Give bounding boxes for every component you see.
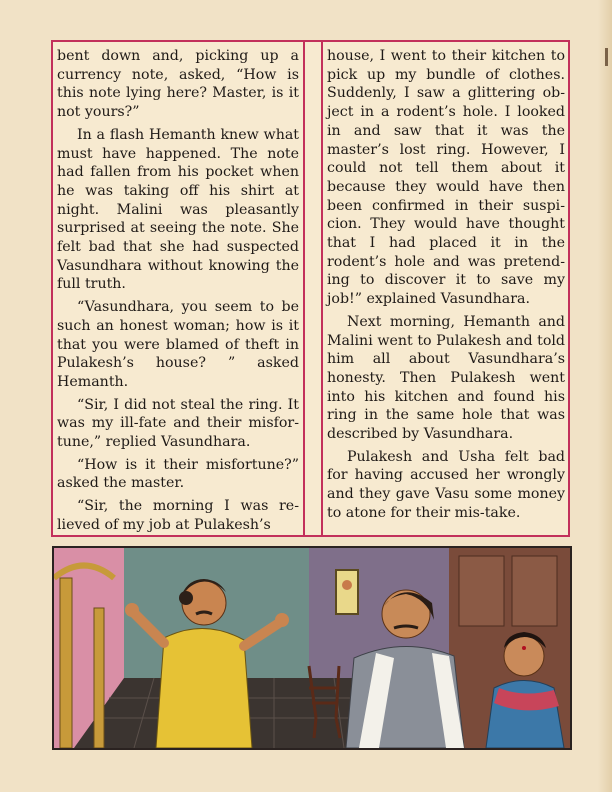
paragraph: In a flash Hemanth knew what must have happened. The note had fallen from his pocket when he was taking off his shirt at night. Malini was pleasantly surprised at seeing the note. She felt bad that she had suspected Vasundhara without knowing the full truth. <box>57 126 299 293</box>
story-illustration <box>52 546 572 750</box>
paragraph: Pulakesh and Usha felt bad for having accused her wrongly and they gave Vasu some money to atone for their mis-take. <box>327 448 565 521</box>
edge-mark <box>605 48 608 66</box>
page-edge <box>598 0 612 792</box>
pillar <box>94 608 104 748</box>
paragraph: Next morning, Hemanth and Malini went to Pulakesh and told him all about Vasundhara’s honesty. Then Pulakesh went into his kitchen and found his ring in the same hole that was described by Vasundhara. <box>327 313 565 443</box>
paragraph: “Sir, I did not steal the ring. It was my ill-fate and their misfor-tune,” replied Vasundhara. <box>57 396 299 451</box>
right-text-column <box>321 42 569 535</box>
paragraph: “How is it their misfortune?” asked the master. <box>57 456 299 492</box>
paragraph: “Vasundhara, you seem to be such an honest woman; how is it that you were blamed of theft in Pulakesh’s house? ” asked Hemanth. <box>57 299 299 390</box>
left-text-column <box>53 42 305 535</box>
paragraph: house, I went to their kitchen to pick up my bundle of clothes. Suddenly, I saw a glittering ob-ject in a rodent’s hole. I looked in and saw that it was the master’s lost ring. However, I could not tell them about it because they would have then been confirmed in their suspi-cion. They would have thought that I had placed it in the rodent’s hole and was pretend-ing to discover it to save my job!” explained Vasundhara. <box>327 48 565 308</box>
paragraph: “Sir, the morning I was re-lieved of my job at Pulakesh’s <box>57 498 299 533</box>
pillar <box>60 578 72 748</box>
paragraph: bent down and, picking up a currency note, asked, “How is this note lying here? Master, is it not yours?” <box>57 48 299 121</box>
wall-portrait <box>336 570 358 614</box>
story-text-frame <box>51 40 570 537</box>
